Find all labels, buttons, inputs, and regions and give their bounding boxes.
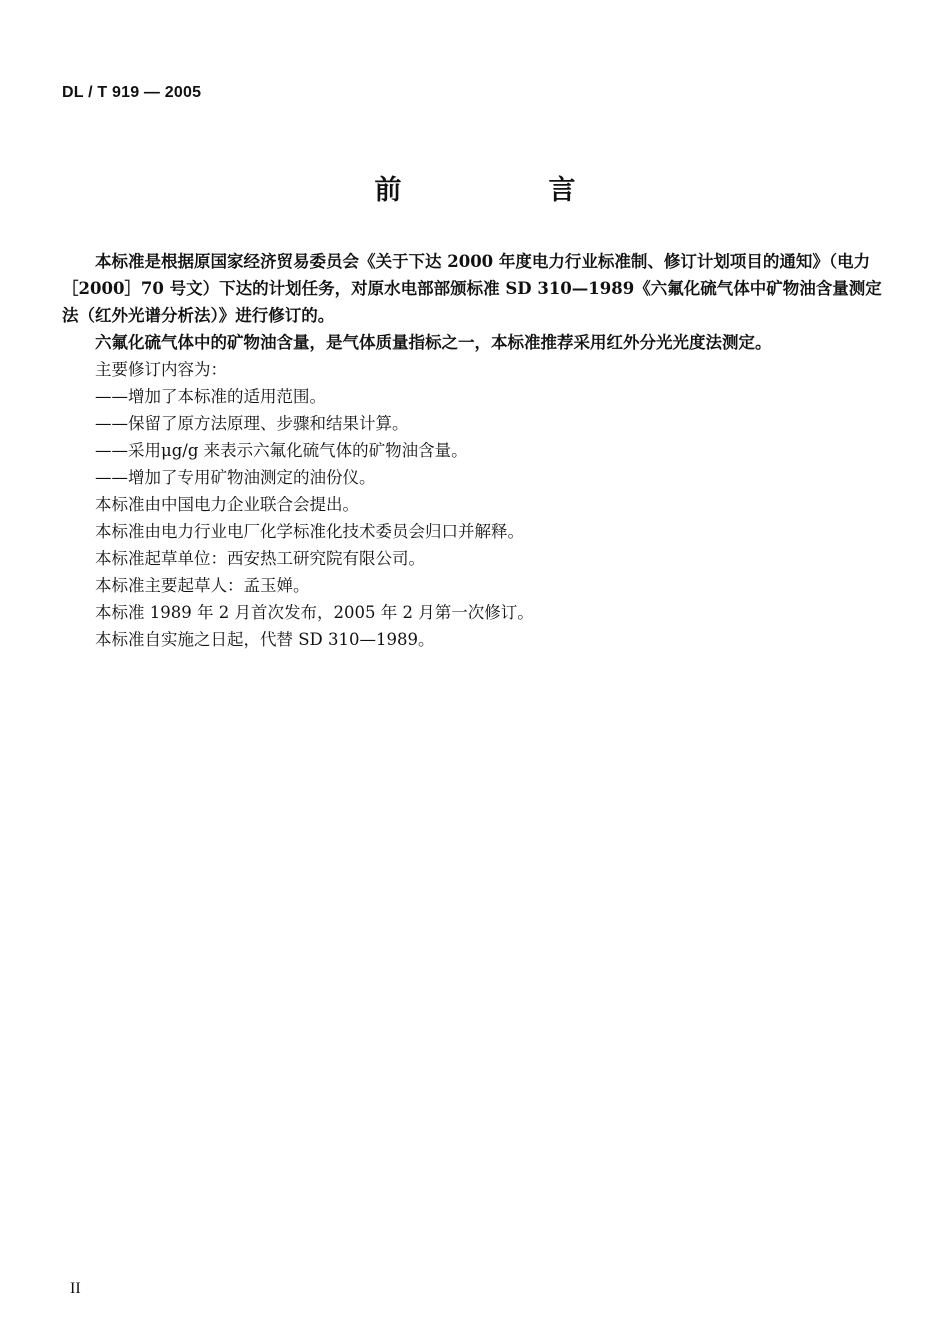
paragraph-history: 本标准 1989 年 2 月首次发布，2005 年 2 月第一次修订。 — [95, 603, 534, 622]
paragraph-drafter: 本标准主要起草人：孟玉婵。 — [95, 576, 310, 595]
revision-item: ——保留了原方法原理、步骤和结果计算。 — [95, 414, 409, 433]
page-number: II — [70, 1280, 81, 1297]
paragraph-proposer: 本标准由中国电力企业联合会提出。 — [95, 495, 359, 514]
paragraph-replacement: 本标准自实施之日起，代替 SD 310—1989。 — [95, 630, 435, 649]
standard-code: DL / T 919 — 2005 — [62, 84, 202, 101]
page-title: 前 言 — [374, 175, 636, 206]
paragraph-purpose: 六氟化硫气体中的矿物油含量，是气体质量指标之一，本标准推荐采用红外分光光度法测定。 — [95, 333, 772, 352]
revision-item: ——采用μg/g 来表示六氟化硫气体的矿物油含量。 — [95, 441, 468, 460]
foreword-body — [62, 248, 890, 653]
paragraph-origin: 本标准是根据原国家经济贸易委员会《关于下达 2000 年度电力行业标准制、修订计划项目的通知》（电力［2000］70 号文）下达的计划任务，对原水电部部颁标准 SD 310—1989《六氟化硫气体中矿物油含量测定法（红外光谱分析法）》进行修订的。 — [62, 252, 882, 325]
revision-item: ——增加了本标准的适用范围。 — [95, 387, 326, 406]
paragraph-revisions-intro: 主要修订内容为： — [95, 360, 227, 379]
paragraph-drafting-unit: 本标准起草单位：西安热工研究院有限公司。 — [95, 549, 425, 568]
paragraph-responsible: 本标准由电力行业电厂化学标准化技术委员会归口并解释。 — [95, 522, 524, 541]
revision-item: ——增加了专用矿物油测定的油份仪。 — [95, 468, 376, 487]
